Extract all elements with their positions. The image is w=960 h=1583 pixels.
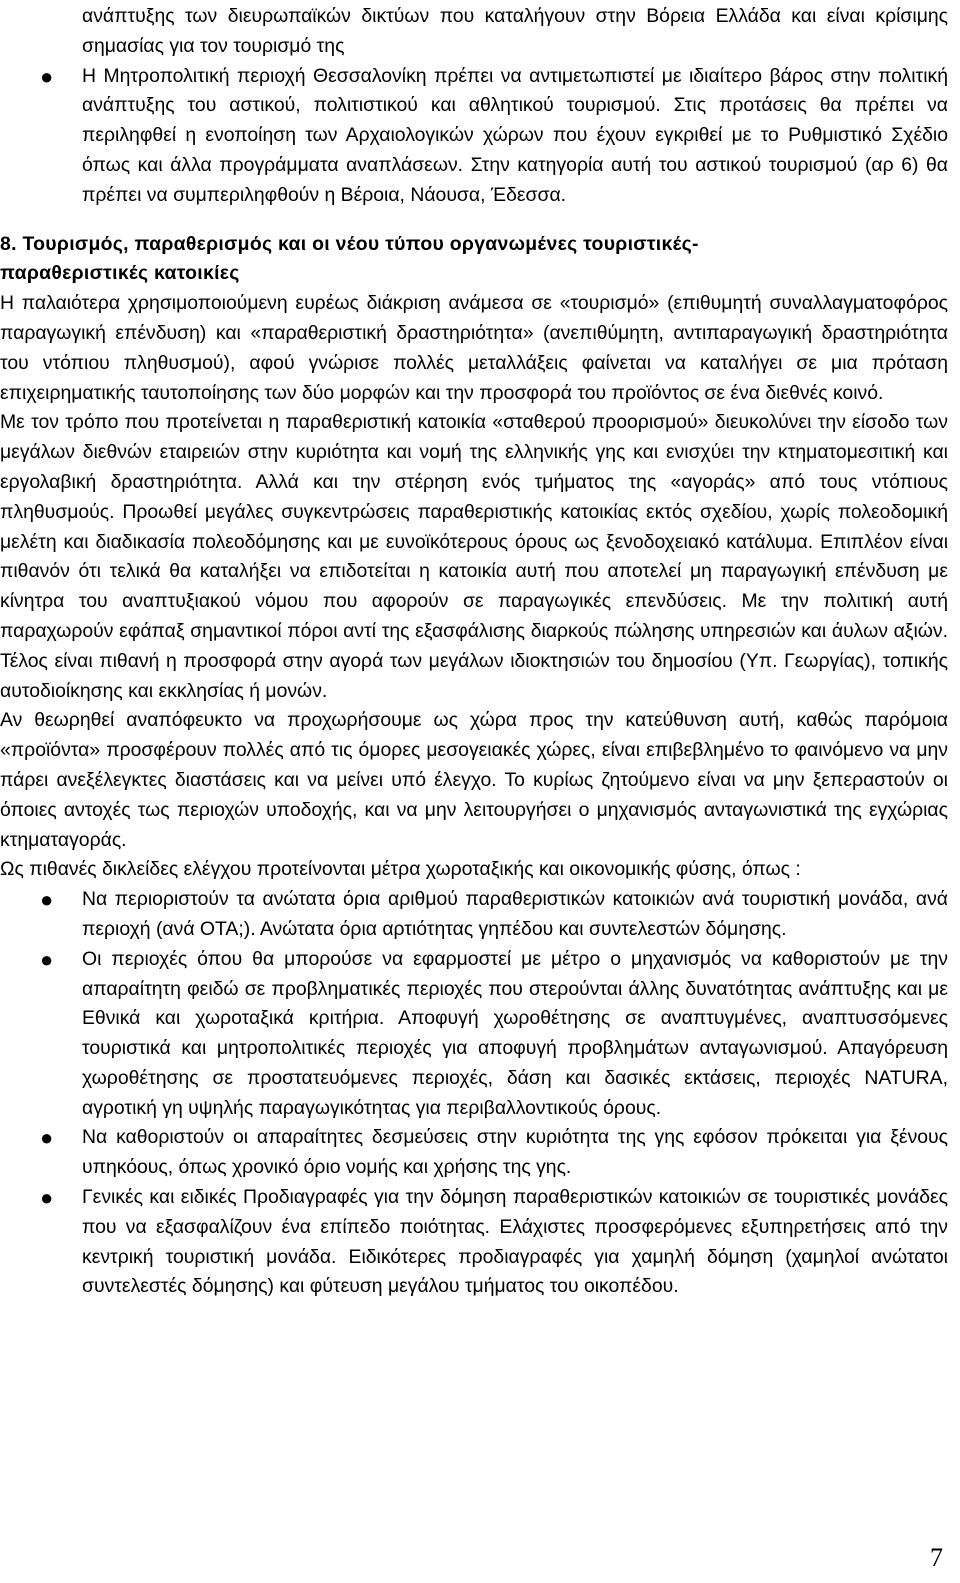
paragraph: Αν θεωρηθεί αναπόφευκτο να προχωρήσουμε ως χώρα προς την κατεύθυνση αυτή, καθώς παρόμοια «προϊόντα» προσφέρουν πολλές από τις όμορες μεσογειακές χώρες, είναι επιβεβλημένο το φαινόμενο να μην πάρει ανεξέλεγκτες διαστάσεις και να μείνει υπό έλεγχο. Το κυρίως ζητούμενο είναι να μην ξεπεραστούν οι όποιες αντοχές τως περιοχών υποδοχής, και να μην λειτουργήσει ο μηχανισμός ανταγωνιστικά της εγχώριας κτηματαγοράς. — [0, 709, 948, 851]
bullet-text: Οι περιοχές όπου θα μπορούσε να εφαρμοστεί με μέτρο ο μηχανισμός να καθοριστούν με την απαραίτητη φειδώ σε προβληματικές περιοχές που στερούνται άλλης δυνατότητας ανάπτυξης και με Εθνικά και χωροταξικά κριτήρια. Αποφυγή χωροθέτησης σε αναπτυγμένες, αναπτυσσόμενες τουριστικά και μητροπολιτικές περιοχές για αποφυγή προβλημάτων ανταγωνισμού. Απαγόρευση χωροθέτησης σε προστατευόμενες περιοχές, δάση και δασικές εκτάσεις, περιοχές NATURA, αγροτική γη υψηλής παραγωγικότητας για περιβαλλοντικούς όρους. — [82, 947, 948, 1119]
bullet-text: Η Μητροπολιτική περιοχή Θεσσαλονίκη πρέπει να αντιμετωπιστεί με ιδιαίτερο βάρος στην πολιτική ανάπτυξης του αστικού, πολιτιστικού και αθλητικού τουρισμού. Στις προτάσεις θα πρέπει να περιληφθεί η ενοποίηση των Αρχαιολογικών χώρων που έχουν εγκριθεί με το Ρυθμιστικό Σχέδιο όπως και άλλα προγράμματα αναπλάσεων. Στην κατηγορία αυτή του αστικού τουρισμού (αρ 6) θα πρέπει να συμπεριληφθούν η Βέροια, Νάουσα, Έδεσσα. — [82, 64, 948, 206]
section-8 — [0, 230, 948, 1303]
bullet-icon: ● — [40, 1185, 54, 1211]
list-item — [40, 1183, 948, 1302]
bullet-icon: ● — [40, 63, 54, 89]
bullet-text: Να περιοριστούν τα ανώτατα όρια αριθμού παραθεριστικών κατοικιών ανά τουριστική μονάδα, ανά περιοχή (ανά ΟΤΑ;). Ανώτατα όρια αρτιότητας γηπέδου και συντελεστών δόμησης. — [82, 888, 948, 940]
page-number: 7 — [930, 1543, 943, 1572]
section-heading — [0, 230, 948, 290]
section-heading-line1: 8. Τουρισμός, παραθερισμός και οι νέου τύπου οργανωμένες τουριστικές- — [0, 232, 699, 255]
list-item — [40, 885, 948, 945]
list-item — [40, 945, 948, 1124]
paragraph: Ως πιθανές δικλείδες ελέγχου προτείνονται μέτρα χωροταξικής και οικονομικής φύσης, όπως : — [0, 858, 801, 881]
section-heading-line2: παραθεριστικές κατοικίες — [0, 262, 240, 285]
list-item — [40, 62, 948, 211]
intro-paragraph: ανάπτυξης των διευρωπαϊκών δικτύων που καταλήγουν στην Βόρεια Ελλάδα και είναι κρίσιμης σημασίας για τον τουρισμό της — [82, 5, 948, 57]
list-item — [40, 1123, 948, 1183]
bullet-text: Να καθοριστούν οι απαραίτητες δεσμεύσεις στην κυριότητα της γης εφόσον πρόκειται για ξένους υπηκόους, όπως χρονικό όριο νομής και χρήσης της γης. — [82, 1126, 948, 1179]
document-body — [0, 2, 948, 1302]
bullet-icon: ● — [40, 946, 54, 972]
bullet-text: Γενικές και ειδικές Προδιαγραφές για την δόμηση παραθεριστικών κατοικιών σε τουριστικές μονάδες που να εξασφαλίζουν ένα επίπεδο ποιότητας. Ελάχιστες προσφερόμενες εξυπηρετήσεις από την κεντρική τουριστική μονάδα. Ειδικότερες προδιαγραφές για χαμηλή δόμηση (χαμηλοί ανώτατοι συντελεστές δόμησης) και φύτευση μεγάλου τμήματος του οικοπέδου. — [82, 1186, 948, 1298]
top-bullet-list — [40, 62, 948, 211]
paragraph: Με τον τρόπο που προτείνεται η παραθεριστική κατοικία «σταθερού προορισμού» διευκολύνει την είσοδο των μεγάλων διεθνών εταιρειών στην κυριότητα και νομή της ελληνικής γης και ενισχύει την κτηματομεσιτική και εργολαβική δραστηριότητα. Αλλά και την στέρηση ενός τμήματος της «αγοράς» από τους ντόπιους πληθυσμούς. Προωθεί μεγάλες συγκεντρώσεις παραθεριστικής κατοικίας εκτός σχεδίου, χωρίς πολεοδομική μελέτη και διαδικασία πολεοδόμησης και με ευνοϊκότερους όρους ως ξενοδοχειακό κατάλυμα. Επιπλέον είναι πιθανόν ότι τελικά θα καταλήξει να επιδοτείται η κατοικία αυτή που αποτελεί μη παραγωγική επένδυση με κίνητρα του αναπτυξιακού νόμου που αφορούν σε παραγωγικές επενδύσεις. Με την πολιτική αυτή παραχωρούν εφάπαξ σημαντικοί πόροι αντί της εξασφάλισης διαρκούς πώλησης υπηρεσιών και άυλων αξιών. Τέλος είναι πιθανή η προσφορά στην αγορά των μεγάλων ιδιοκτησιών του δημοσίου (Υπ. Γεωργίας), τοπικής αυτοδιοίκησης και εκκλησίας ή μονών. — [0, 411, 948, 702]
measures-bullet-list — [40, 885, 948, 1302]
bullet-icon: ● — [40, 1125, 54, 1151]
bullet-icon: ● — [40, 887, 54, 913]
paragraph: Η παλαιότερα χρησιμοποιούμενη ευρέως διάκριση ανάμεσα σε «τουρισμό» (επιθυμητή συναλλαγματοφόρος παραγωγική επένδυση) και «παραθεριστική δραστηριότητα» (ανεπιθύμητη, αντιπαραγωγική δραστηριότητα του ντόπιου πληθυσμού), αφού γνώρισε πολλές μεταλλάξεις φαίνεται να καταλήγει σε μια πρόταση επιχειρηματικής ταυτοποίησης των δύο μορφών και την προσφορά του προϊόντος σε ένα διεθνές κοινό. — [0, 292, 948, 404]
